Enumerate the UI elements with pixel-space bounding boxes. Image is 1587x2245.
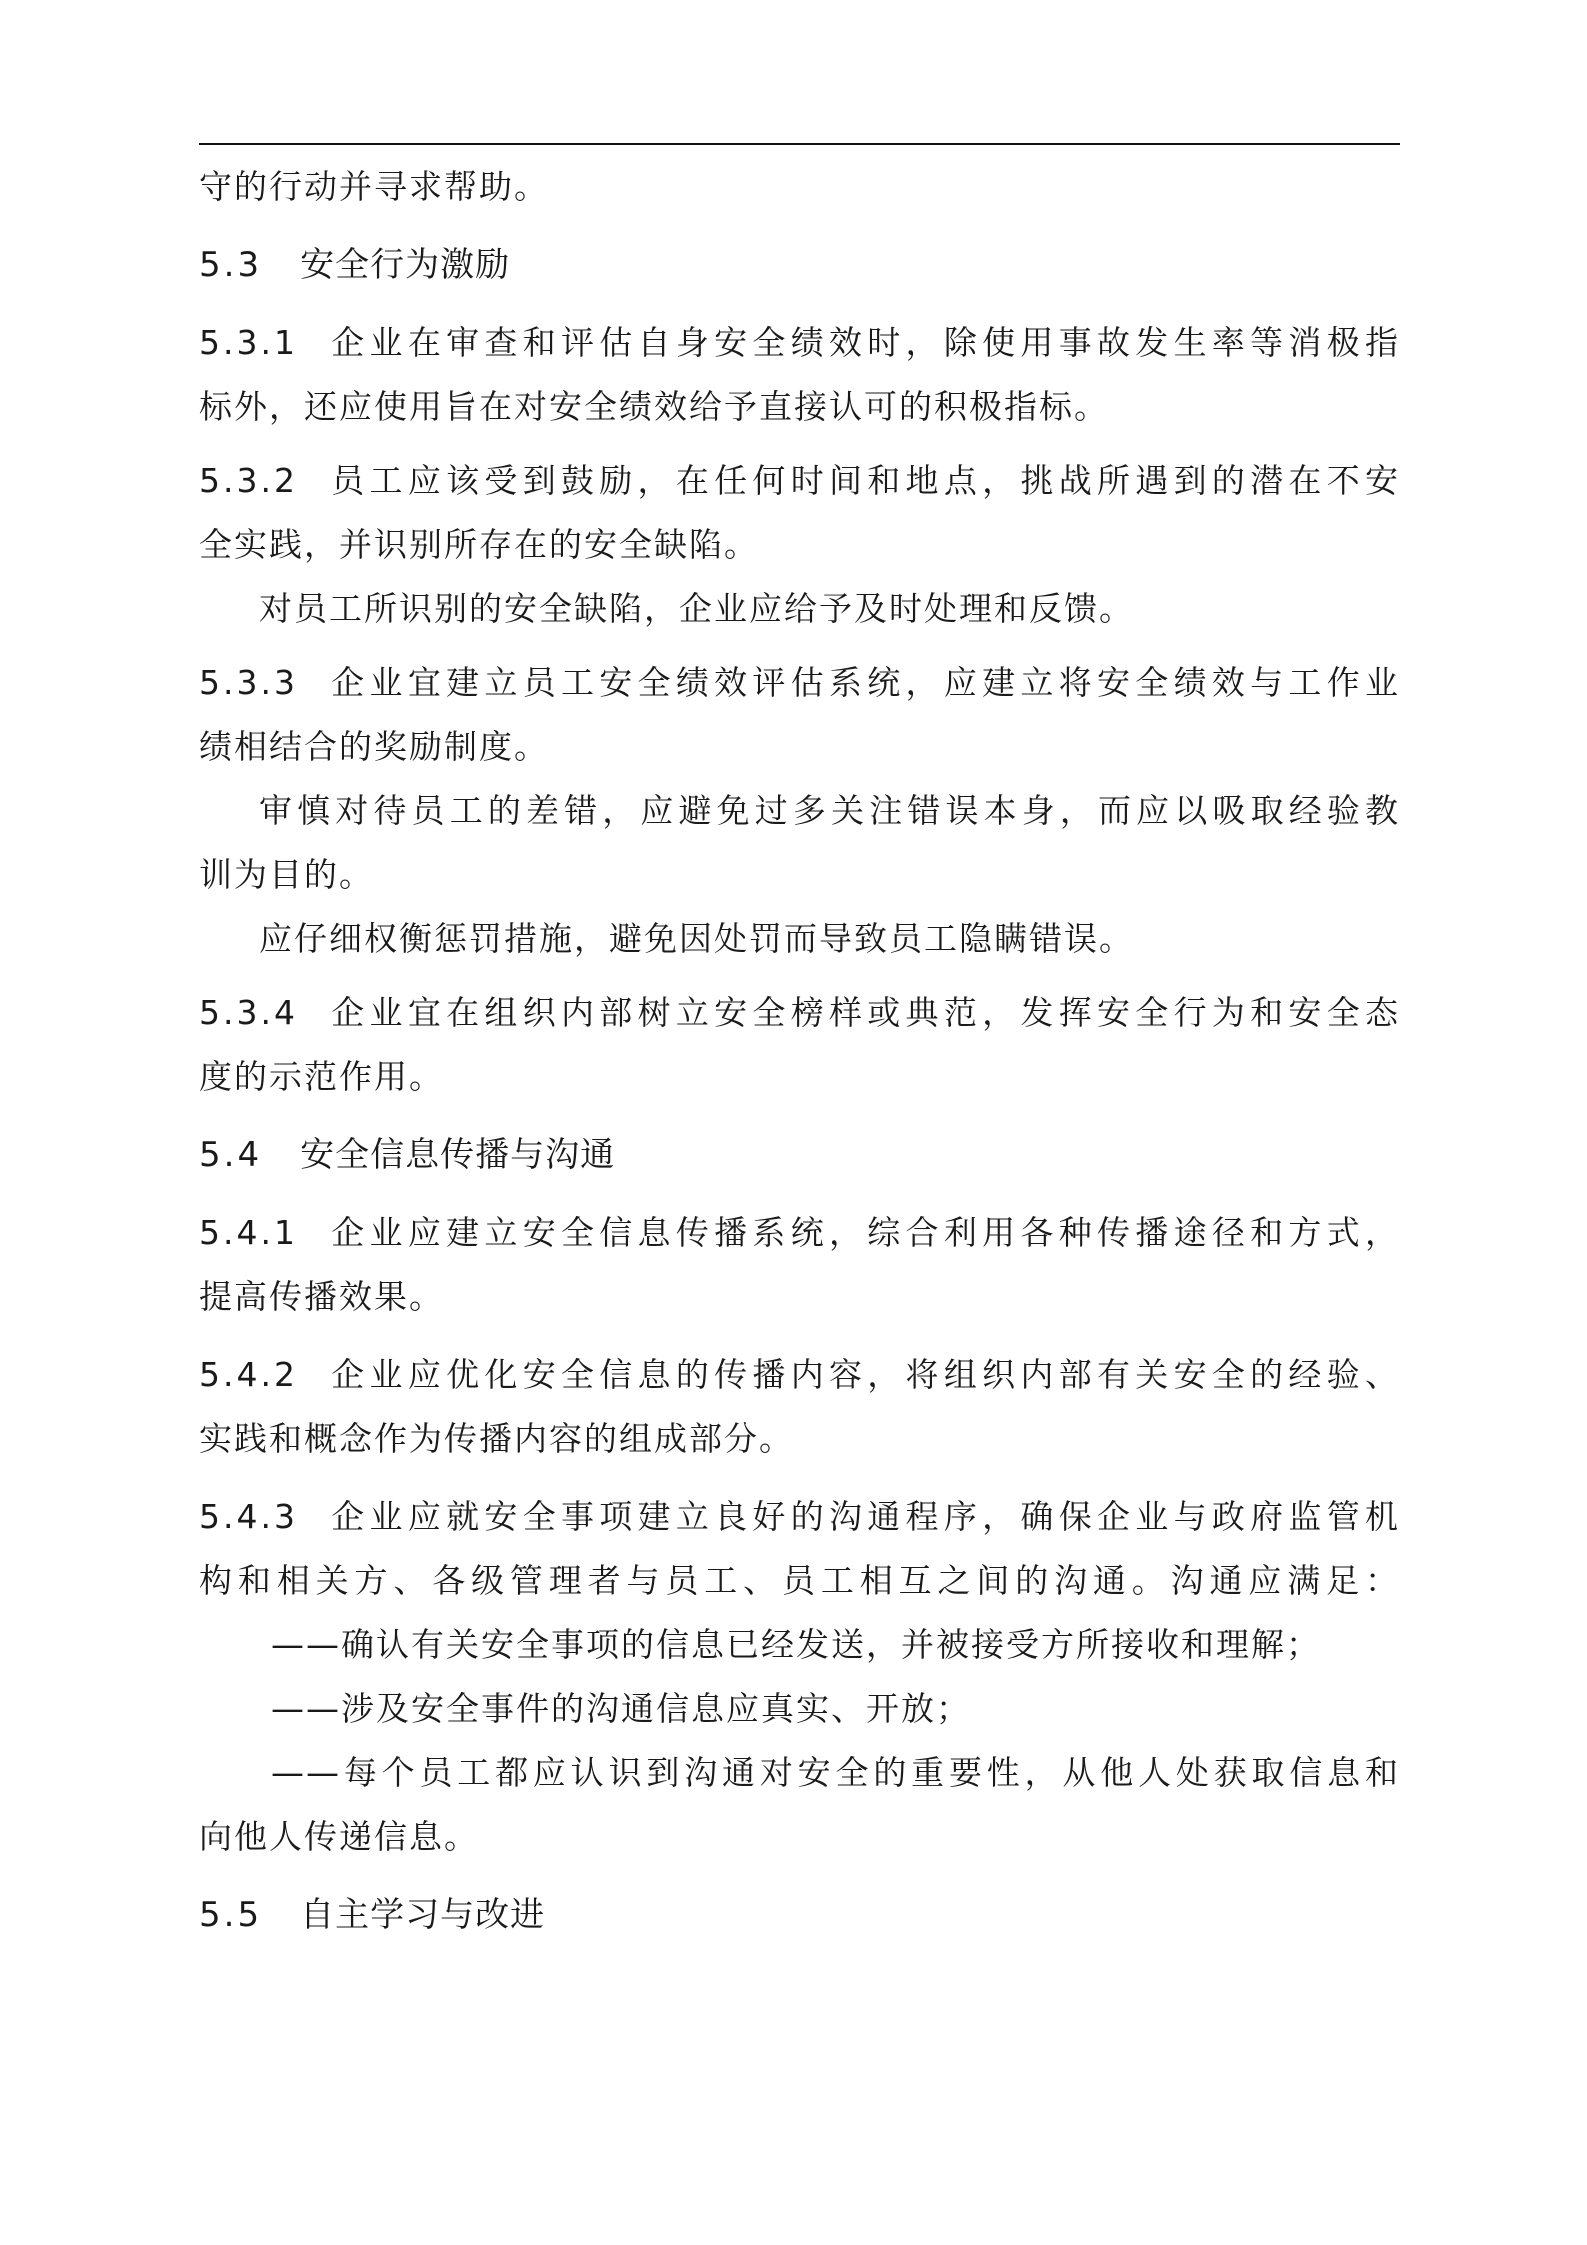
clause-5-4-1-line-1	[199, 1201, 1400, 1265]
clause-5-3-2-line-3: 对员工所识别的安全缺陷，企业应给予及时处理和反馈。	[259, 589, 1134, 628]
clause-text: 企业宜建立员工安全绩效评估系统，应建立将安全绩效与工作业	[327, 663, 1400, 702]
clause-text: 员工应该受到鼓励，在任何时间和地点，挑战所遇到的潜在不安	[327, 461, 1400, 500]
section-heading-5-4	[199, 1123, 1400, 1187]
clause-5-4-1-line-2: 提高传播效果。	[199, 1277, 444, 1316]
clause-5-4-3-line-1	[199, 1485, 1400, 1549]
clause-5-4-2-line-1	[199, 1343, 1400, 1407]
clause-number: 5.4.3	[199, 1497, 298, 1536]
header-rule	[199, 143, 1400, 145]
section-number: 5.5	[199, 1895, 263, 1935]
continued-line: 守的行动并寻求帮助。	[199, 167, 549, 206]
clause-number: 5.3.3	[199, 663, 298, 702]
clause-5-4-3-item-3: ——每个员工都应认识到沟通对安全的重要性，从他人处获取信息和	[271, 1753, 1400, 1792]
clause-5-3-2-line-1	[199, 449, 1400, 513]
clause-5-3-1-line-1	[199, 311, 1400, 375]
clause-5-3-3-line-1	[199, 651, 1400, 715]
clause-5-3-4-line-1	[199, 981, 1400, 1045]
clause-text: 企业应就安全事项建立良好的沟通程序，确保企业与政府监管机	[327, 1497, 1400, 1536]
clause-5-3-4-line-2: 度的示范作用。	[199, 1057, 444, 1096]
clause-number: 5.3.2	[199, 461, 298, 500]
section-title: 安全信息传播与沟通	[300, 1135, 616, 1175]
section-number: 5.3	[199, 245, 263, 285]
clause-5-3-2-line-2: 全实践，并识别所存在的安全缺陷。	[199, 525, 759, 564]
section-heading-5-5	[199, 1883, 1400, 1947]
section-heading-5-3	[199, 233, 1400, 297]
clause-text: 企业宜在组织内部树立安全榜样或典范，发挥安全行为和安全态	[327, 993, 1400, 1032]
section-title: 安全行为激励	[300, 245, 511, 285]
clause-number: 5.4.1	[199, 1213, 298, 1252]
clause-5-4-3-item-3-cont: 向他人传递信息。	[199, 1817, 479, 1856]
clause-5-3-3-line-2: 绩相结合的奖励制度。	[199, 727, 549, 766]
section-title: 自主学习与改进	[300, 1895, 546, 1935]
clause-number: 5.3.1	[199, 323, 298, 362]
clause-5-3-3-line-5: 应仔细权衡惩罚措施，避免因处罚而导致员工隐瞒错误。	[259, 919, 1134, 958]
clause-5-4-3-item-2: ——涉及安全事件的沟通信息应真实、开放；	[271, 1689, 971, 1728]
clause-5-4-3-item-1: ——确认有关安全事项的信息已经发送，并被接受方所接收和理解；	[271, 1625, 1321, 1664]
clause-text: 企业应优化安全信息的传播内容，将组织内部有关安全的经验、	[327, 1355, 1400, 1394]
clause-5-3-3-line-3: 审慎对待员工的差错，应避免过多关注错误本身，而应以吸取经验教	[259, 791, 1400, 830]
clause-number: 5.3.4	[199, 993, 298, 1032]
document-body	[199, 155, 1400, 1947]
clause-number: 5.4.2	[199, 1355, 298, 1394]
clause-5-3-3-line-4: 训为目的。	[199, 855, 374, 894]
clause-5-4-3-line-2: 构和相关方、各级管理者与员工、员工相互之间的沟通。沟通应满足：	[199, 1561, 1400, 1600]
clause-5-4-2-line-2: 实践和概念作为传播内容的组成部分。	[199, 1419, 794, 1458]
clause-5-3-1-line-2: 标外，还应使用旨在对安全绩效给予直接认可的积极指标。	[199, 387, 1109, 426]
clause-text: 企业在审查和评估自身安全绩效时，除使用事故发生率等消极指	[327, 323, 1400, 362]
section-number: 5.4	[199, 1135, 263, 1175]
clause-text: 企业应建立安全信息传播系统，综合利用各种传播途径和方式，	[327, 1213, 1400, 1252]
